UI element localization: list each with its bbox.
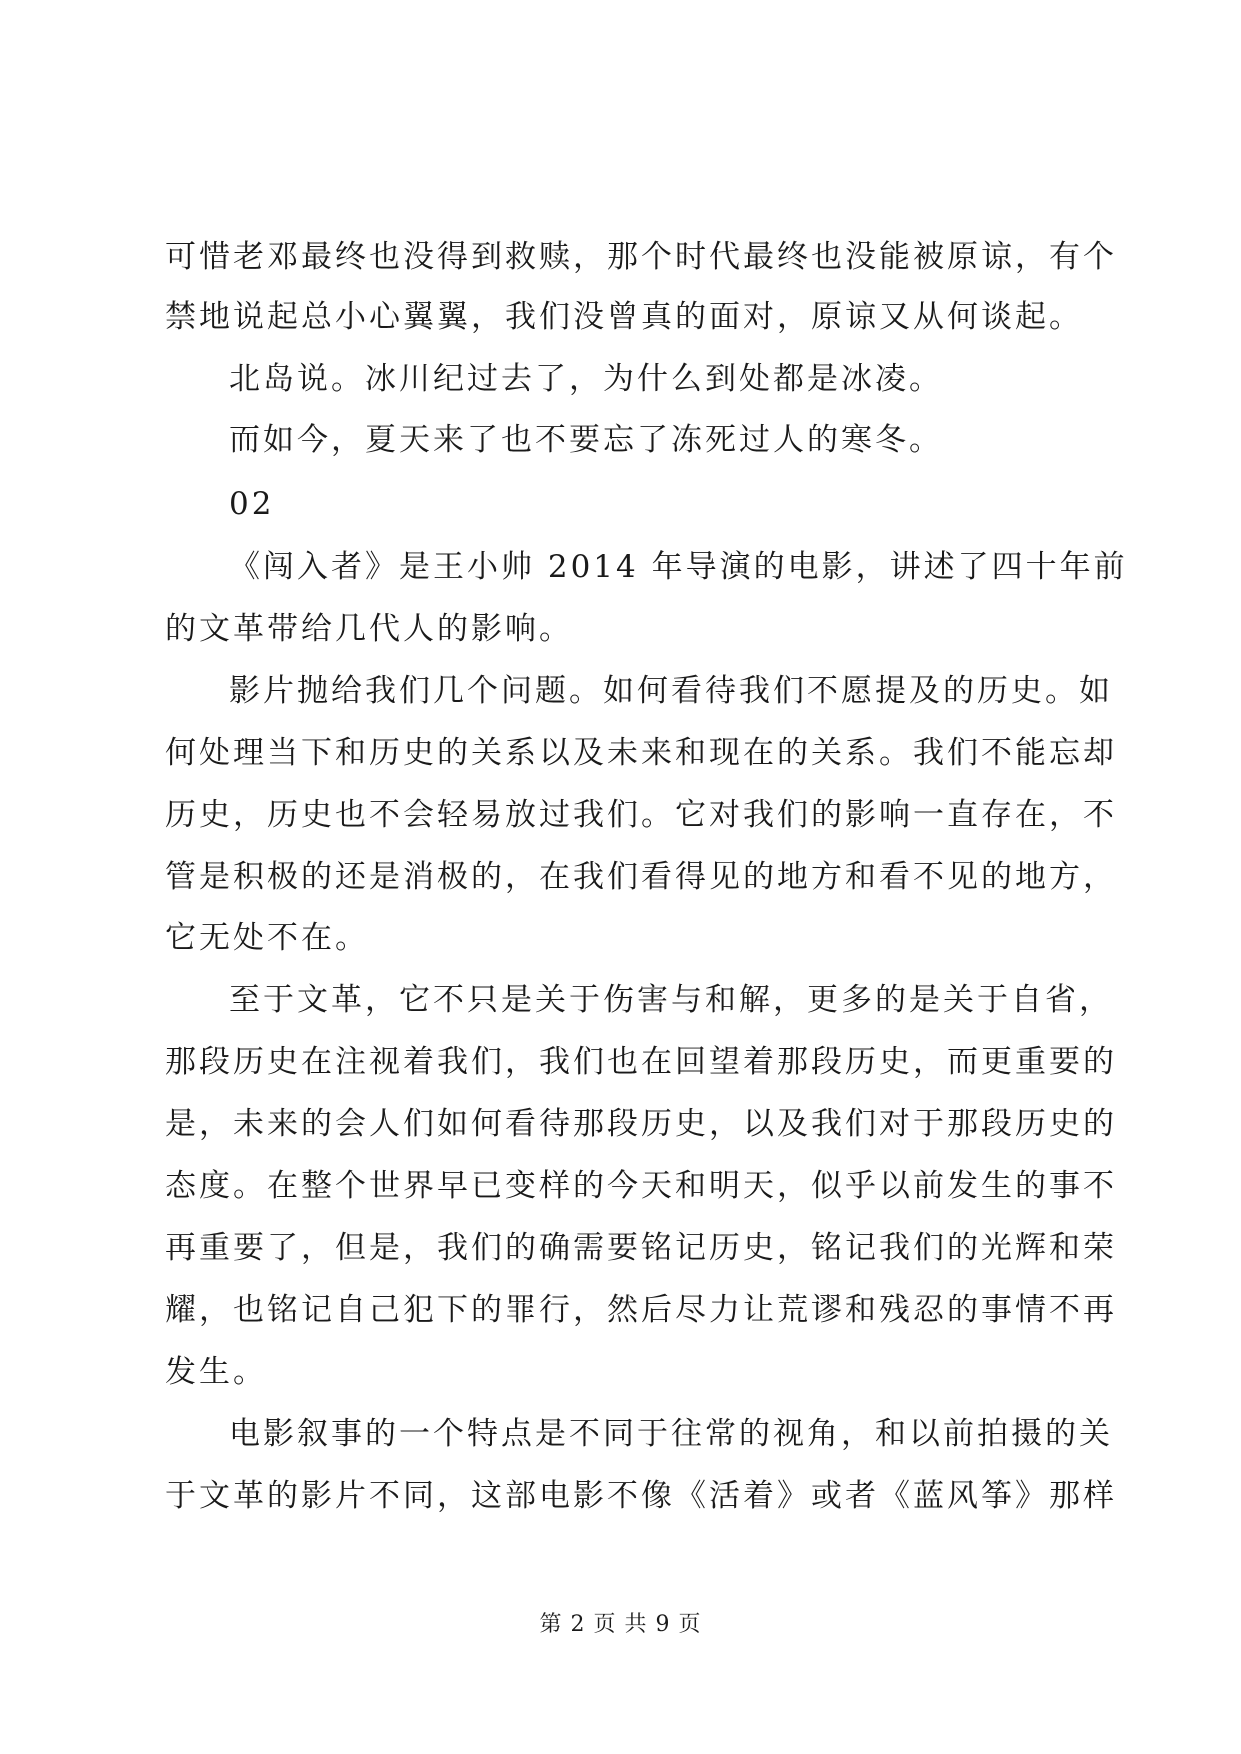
paragraph-line: 何处理当下和历史的关系以及未来和现在的关系。我们不能忘却: [165, 735, 1117, 771]
paragraph-line: 北岛说。冰川纪过去了，为什么到处都是冰凌。: [229, 361, 943, 397]
paragraph-line: 影片抛给我们几个问题。如何看待我们不愿提及的历史。如: [229, 673, 1113, 709]
paragraph-line: 管是积极的还是消极的，在我们看得见的地方和看不见的地方，: [165, 859, 1117, 895]
paragraph-line: 历史，历史也不会轻易放过我们。它对我们的影响一直存在，不: [165, 797, 1117, 833]
paragraph-line: 是，未来的会人们如何看待那段历史，以及我们对于那段历史的: [165, 1106, 1117, 1142]
paragraph-line: 于文革的影片不同，这部电影不像《活着》或者《蓝风筝》那样: [165, 1478, 1117, 1514]
paragraph-line: 它无处不在。: [165, 920, 369, 956]
paragraph-line: 而如今，夏天来了也不要忘了冻死过人的寒冬。: [229, 422, 943, 458]
paragraph-line: 禁地说起总小心翼翼，我们没曾真的面对，原谅又从何谈起。: [165, 299, 1083, 335]
paragraph-line: 态度。在整个世界早已变样的今天和明天，似乎以前发生的事不: [165, 1168, 1117, 1204]
paragraph-line: 的文革带给几代人的影响。: [165, 611, 573, 647]
paragraph-line: 再重要了，但是，我们的确需要铭记历史，铭记我们的光辉和荣: [165, 1230, 1117, 1266]
paragraph-line: 至于文革，它不只是关于伤害与和解，更多的是关于自省，: [229, 982, 1113, 1018]
paragraph-line: 那段历史在注视着我们，我们也在回望着那段历史，而更重要的: [165, 1044, 1117, 1080]
paragraph-line: 可惜老邓最终也没得到救赎，那个时代最终也没能被原谅，有个: [165, 239, 1117, 275]
paragraph-line: 耀，也铭记自己犯下的罪行，然后尽力让荒谬和残忍的事情不再: [165, 1292, 1117, 1328]
page-footer: 第 2 页 共 9 页: [539, 1612, 702, 1637]
paragraph-line: 发生。: [165, 1354, 267, 1390]
paragraph-line: 电影叙事的一个特点是不同于往常的视角，和以前拍摄的关: [229, 1416, 1113, 1452]
section-number: 02: [229, 486, 275, 522]
paragraph-line: 《闯入者》是王小帅 2014 年导演的电影，讲述了四十年前: [229, 549, 1128, 585]
